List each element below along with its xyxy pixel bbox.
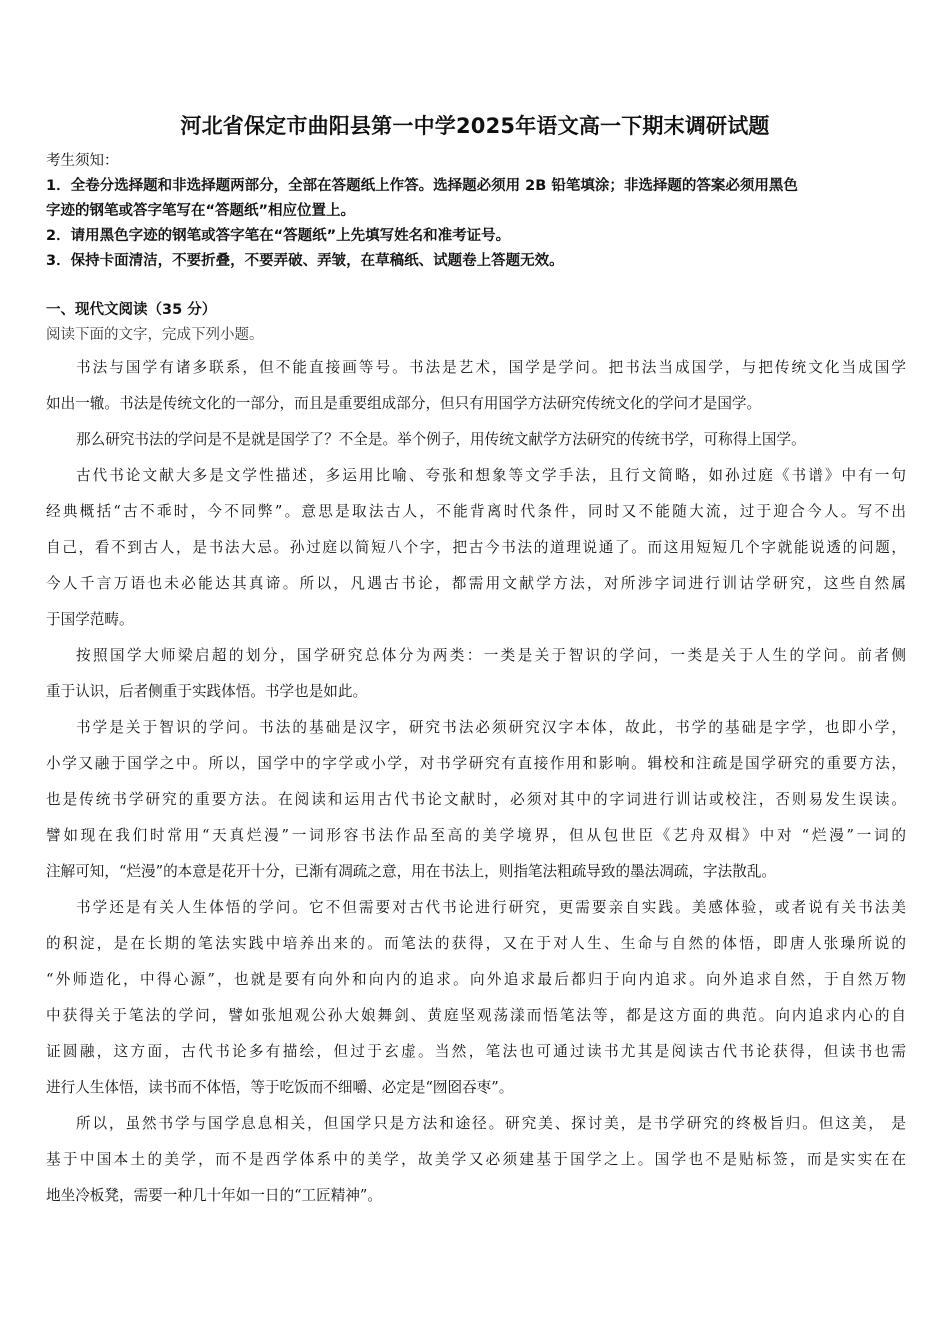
notice-line: 1．全卷分选择题和非选择题两部分，全部在答题纸上作答。选择题必须用 2B 铅笔填涂；非选择题的答案必须用黑色 <box>46 178 798 194</box>
paragraph-line: 书法与国学有诸多联系，但不能直接画等号。书法是艺术，国学是学问。把书法当成国学，与把传统文化当成国学 <box>76 359 906 376</box>
paragraph-line: 古代书论文献大多是文学性描述，多运用比喻、夸张和想象等文学手法，且行文简略，如孙过庭《书谱》中有一句 <box>76 467 906 484</box>
paragraph-line: 于国学范畴。 <box>46 611 134 628</box>
paragraph <box>46 710 906 890</box>
paragraph-line: 证圆融，这方面，古代书论多有描绘，但过于玄虚。当然，笔法也可通过读书尤其是阅读古代书论获得，但读书也需 <box>46 1043 906 1060</box>
paragraph-line: 如出一辙。书法是传统文化的一部分，而且是重要组成部分，但只有用国学方法研究传统文化的学问才是国学。 <box>46 395 762 412</box>
paragraph-line: 经典概括“古不乖时，今不同弊”。意思是取法古人，不能背离时代条件，同时又不能随大流，过于迎合今人。写不出 <box>46 503 906 520</box>
paragraph <box>46 350 906 422</box>
paragraph-line: 自己，看不到古人，是书法大忌。孙过庭以简短八个字，把古今书法的道理说通了。而这用短短几个字就能说透的问题， <box>46 539 906 556</box>
paragraph-line: 按照国学大师梁启超的划分，国学研究总体分为两类：一类是关于智识的学问，一类是关于人生的学问。前者侧 <box>76 647 906 664</box>
paragraph-line: 书学还是有关人生体悟的学问。它不但需要对古代书论进行研究，更需要亲自实践。美感体验，或者说有关书法美 <box>76 899 906 916</box>
paragraph-line: 小学又融于国学之中。所以，国学中的字学或小学，对书学研究有直接作用和影响。辑校和注疏是国学研究的重要方法， <box>46 755 906 772</box>
paragraph <box>46 1106 906 1214</box>
section-header <box>46 298 264 348</box>
notice-line: 2．请用黑色字迹的钢笔或答字笔在“答题纸”上先填写姓名和准考证号。 <box>46 228 511 244</box>
paragraph-line: 重于认识，后者侧重于实践体悟。书学也是如此。 <box>46 683 368 700</box>
paragraph <box>46 638 906 710</box>
paragraph <box>46 890 906 1106</box>
notice-heading: 考生须知： <box>46 153 119 169</box>
notice-line: 字迹的钢笔或答字笔写在“答题纸”相应位置上。 <box>46 203 356 219</box>
section-intro: 阅读下面的文字，完成下列小题。 <box>46 327 264 343</box>
paragraph-line: 所以，虽然书学与国学息息相关，但国学只是方法和途径。研究美、探讨美，是书学研究的终极旨归。但这美， 是 <box>76 1115 906 1132</box>
section-heading: 一、现代文阅读（35 分） <box>46 302 217 318</box>
paragraph-line: 今人千言万语也未必能达其真谛。所以，凡遇古书论，都需用文献学方法，对所涉字词进行训诂学研究，这些自然属 <box>46 575 906 592</box>
paragraph <box>46 422 906 458</box>
reading-passage <box>46 350 906 1214</box>
paragraph-line: 那么研究书法的学问是不是就是国学了？不全是。举个例子，用传统文献学方法研究的传统书学，可称得上国学。 <box>76 431 806 448</box>
paragraph-line: 书学是关于智识的学问。书法的基础是汉字，研究书法必须研究汉字本体，故此，书学的基础是字学，也即小学， <box>76 719 906 736</box>
paragraph-line: 注解可知，“烂漫”的本意是花开十分，已渐有凋疏之意，用在书法上，则指笔法粗疏导致的墨法凋疏，字法散乱。 <box>46 863 777 880</box>
exam-notice <box>46 149 916 274</box>
paragraph-line: 基于中国本土的美学，而不是西学体系中的美学，故美学又必须建基于国学之上。国学也不是贴标签，而是实实在在 <box>46 1151 906 1168</box>
document-title: 河北省保定市曲阳县第一中学2025年语文高一下期末调研试题 <box>180 114 770 138</box>
paragraph-line: 也是传统书学研究的重要方法。在阅读和运用古代书论文献时，必须对其中的字词进行训诂或校注，否则易发生误读。 <box>46 791 906 808</box>
paragraph-line: 中获得关于笔法的学问，譬如张旭观公孙大娘舞剑、黄庭坚观荡漾而悟笔法等，都是这方面的典范。向内追求内心的自 <box>46 1007 906 1024</box>
notice-line: 3．保持卡面清洁，不要折叠，不要弄破、弄皱，在草稿纸、试题卷上答题无效。 <box>46 253 564 269</box>
paragraph-line: 的积淀，是在长期的笔法实践中培养出来的。而笔法的获得，又在于对人生、生命与自然的体悟，即唐人张璪所说的 <box>46 935 906 952</box>
paragraph <box>46 458 906 638</box>
paragraph-line: “外师造化，中得心源”，也就是要有向外和向内的追求。向外追求最后都归于向内追求。向外追求自然，于自然万物 <box>46 971 906 988</box>
paragraph-line: 进行人生体悟，读书而不体悟，等于吃饭而不细嚼、必定是“囫囵吞枣”。 <box>46 1079 514 1096</box>
paragraph-line: 譬如现在我们时常用“天真烂漫”一词形容书法作品至高的美学境界，但从包世臣《艺舟双楫》中对 “烂漫”一词的 <box>46 827 906 844</box>
paragraph-line: 地坐冷板凳，需要一种几十年如一日的“工匠精神”。 <box>46 1187 382 1204</box>
